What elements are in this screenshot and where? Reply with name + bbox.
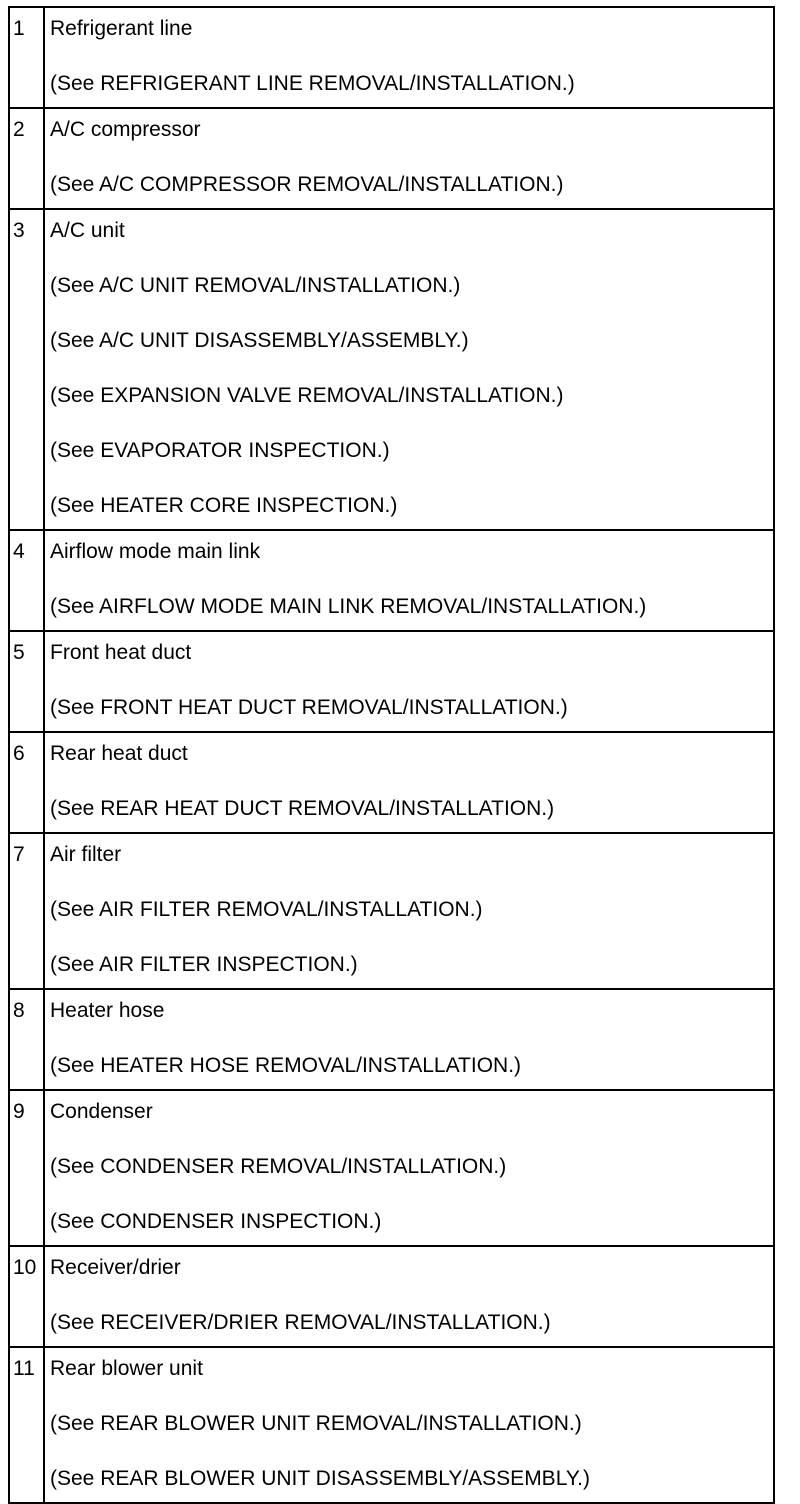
item-number: 11	[9, 1347, 44, 1503]
procedure-reference[interactable]: (See CONDENSER REMOVAL/INSTALLATION.)	[50, 1155, 507, 1178]
procedure-reference[interactable]: (See AIRFLOW MODE MAIN LINK REMOVAL/INSTALLATION.)	[50, 595, 647, 618]
item-number: 2	[9, 108, 44, 209]
procedure-reference[interactable]: (See RECEIVER/DRIER REMOVAL/INSTALLATION.)	[50, 1311, 551, 1334]
part-name: Front heat duct	[50, 641, 192, 664]
item-description	[44, 732, 774, 833]
item-description	[44, 1347, 774, 1503]
item-number: 4	[9, 530, 44, 631]
procedure-reference[interactable]: (See CONDENSER INSPECTION.)	[50, 1210, 382, 1233]
procedure-reference[interactable]: (See A/C UNIT REMOVAL/INSTALLATION.)	[50, 274, 461, 297]
part-name: Refrigerant line	[50, 17, 193, 40]
procedure-reference[interactable]: (See REAR HEAT DUCT REMOVAL/INSTALLATION.)	[50, 797, 555, 820]
item-description	[44, 989, 774, 1090]
table-row	[9, 1246, 774, 1347]
part-name: Receiver/drier	[50, 1256, 181, 1279]
part-name: Airflow mode main link	[50, 540, 261, 563]
procedure-reference[interactable]: (See REAR BLOWER UNIT DISASSEMBLY/ASSEMBLY.)	[50, 1467, 590, 1490]
item-number: 10	[9, 1246, 44, 1347]
item-description	[44, 1246, 774, 1347]
table-row	[9, 732, 774, 833]
parts-table-body	[9, 7, 774, 1503]
procedure-reference[interactable]: (See AIR FILTER INSPECTION.)	[50, 953, 358, 976]
procedure-reference[interactable]: (See A/C COMPRESSOR REMOVAL/INSTALLATION.)	[50, 173, 564, 196]
part-name: A/C unit	[50, 219, 125, 242]
procedure-reference[interactable]: (See EXPANSION VALVE REMOVAL/INSTALLATION.)	[50, 384, 564, 407]
table-row	[9, 1090, 774, 1246]
part-name: Rear heat duct	[50, 742, 188, 765]
item-number: 6	[9, 732, 44, 833]
item-description	[44, 833, 774, 989]
part-name: Air filter	[50, 843, 122, 866]
item-description	[44, 7, 774, 108]
item-number: 1	[9, 7, 44, 108]
item-number: 9	[9, 1090, 44, 1246]
table-row	[9, 833, 774, 989]
part-name: A/C compressor	[50, 118, 201, 141]
procedure-reference[interactable]: (See A/C UNIT DISASSEMBLY/ASSEMBLY.)	[50, 329, 469, 352]
procedure-reference[interactable]: (See HEATER HOSE REMOVAL/INSTALLATION.)	[50, 1054, 522, 1077]
item-number: 8	[9, 989, 44, 1090]
procedure-reference[interactable]: (See FRONT HEAT DUCT REMOVAL/INSTALLATION.)	[50, 696, 568, 719]
item-number: 3	[9, 209, 44, 530]
table-row	[9, 989, 774, 1090]
item-description	[44, 209, 774, 530]
table-row	[9, 631, 774, 732]
item-number: 5	[9, 631, 44, 732]
table-row	[9, 530, 774, 631]
item-number: 7	[9, 833, 44, 989]
item-description	[44, 530, 774, 631]
procedure-reference[interactable]: (See REFRIGERANT LINE REMOVAL/INSTALLATION.)	[50, 72, 575, 95]
table-row	[9, 1347, 774, 1503]
table-row	[9, 209, 774, 530]
part-name: Rear blower unit	[50, 1357, 203, 1380]
part-name: Condenser	[50, 1100, 153, 1123]
procedure-reference[interactable]: (See EVAPORATOR INSPECTION.)	[50, 439, 390, 462]
item-description	[44, 108, 774, 209]
item-description	[44, 1090, 774, 1246]
procedure-reference[interactable]: (See HEATER CORE INSPECTION.)	[50, 494, 398, 517]
parts-reference-table	[8, 6, 775, 1504]
part-name: Heater hose	[50, 999, 165, 1022]
table-row	[9, 7, 774, 108]
procedure-reference[interactable]: (See REAR BLOWER UNIT REMOVAL/INSTALLATION.)	[50, 1412, 582, 1435]
item-description	[44, 631, 774, 732]
procedure-reference[interactable]: (See AIR FILTER REMOVAL/INSTALLATION.)	[50, 898, 483, 921]
table-row	[9, 108, 774, 209]
